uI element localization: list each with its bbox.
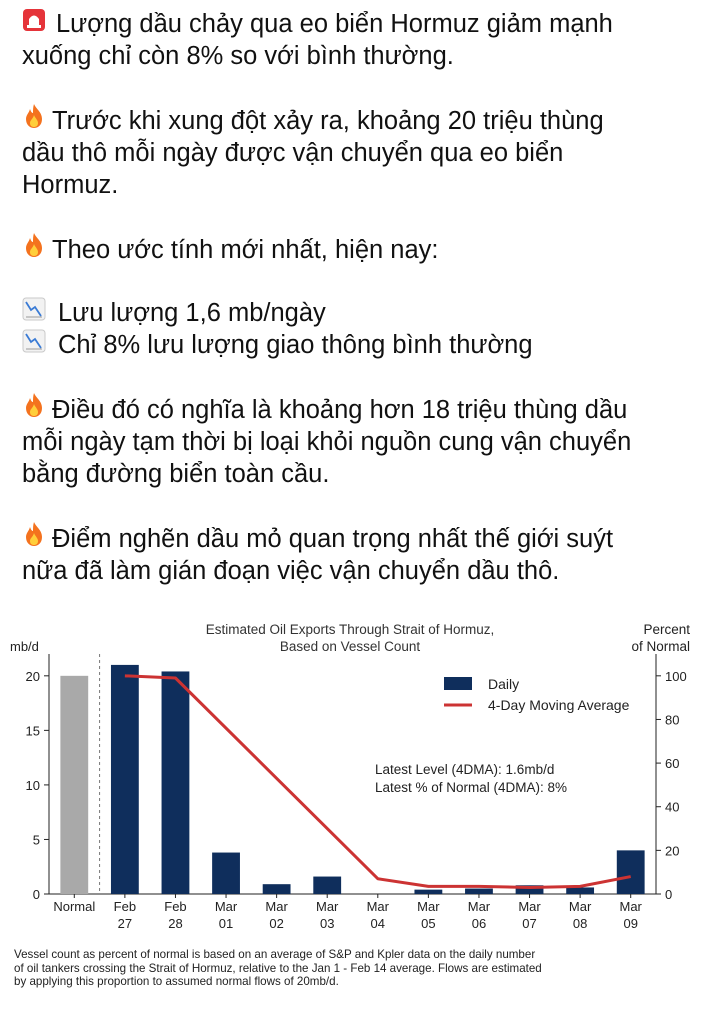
y-tick-label-left: 20: [25, 668, 40, 684]
fire-icon: [22, 232, 52, 266]
legend-daily: Daily: [488, 676, 520, 692]
x-tick-label-11-day: 09: [623, 916, 638, 931]
rotating-light-icon: [22, 8, 56, 40]
x-tick-label-5: Mar: [316, 899, 339, 914]
paragraph-1-line-2: dầu thô mỗi ngày được vận chuyển qua eo biển: [22, 139, 564, 167]
fire-icon: [22, 103, 52, 137]
annotation-latest-percent: Latest % of Normal (4DMA): 8%: [375, 780, 568, 795]
x-tick-label-9-day: 07: [522, 916, 537, 931]
paragraph-2: [22, 232, 702, 266]
y-tick-label-right: 0: [665, 887, 673, 902]
footnote-line-3: by applying this proportion to assumed normal flows of 20mb/d.: [14, 975, 339, 989]
bar-3: [212, 853, 240, 894]
y-tick-label-left: 15: [25, 723, 40, 739]
post-text: [22, 8, 702, 587]
paragraph-1-line-1: Trước khi xung đột xảy ra, khoảng 20 triệu thùng: [52, 107, 604, 135]
x-tick-label-9: Mar: [518, 899, 541, 914]
y-axis-left-label: mb/d: [10, 639, 39, 654]
headline: [22, 8, 702, 40]
headline-line-1: Lượng dầu chảy qua eo biển Hormuz giảm mạnh: [56, 10, 613, 38]
paragraph-2-line-1: Theo ước tính mới nhất, hiện nay:: [52, 236, 439, 264]
x-tick-label-10-day: 08: [572, 916, 588, 931]
y-tick-label-right: 20: [665, 843, 680, 859]
x-tick-label-11: Mar: [619, 899, 642, 914]
footnote-line-2: of oil tankers crossing the Strait of Hormuz, relative to the Jan 1 - Feb 14 average. Flows are estimated: [14, 961, 542, 975]
x-tick-label-0: Normal: [53, 899, 96, 914]
y-tick-label-right: 100: [665, 668, 687, 684]
y-tick-label-right: 60: [665, 756, 680, 772]
chart-decreasing-icon: [22, 329, 58, 361]
paragraph-3-line-2: mỗi ngày tạm thời bị loại khỏi nguồn cung vận chuyển: [22, 428, 632, 456]
chart-title-line-2: Based on Vessel Count: [279, 639, 421, 654]
headline-line-2: xuống chỉ còn 8% so với bình thường.: [22, 42, 454, 70]
x-tick-label-2: Feb: [164, 899, 187, 914]
paragraph-4: [22, 521, 702, 555]
bar-10: [566, 887, 594, 894]
paragraph-1: [22, 103, 702, 137]
fire-icon: [22, 392, 52, 426]
bullet-2-text: Chỉ 8% lưu lượng giao thông bình thường: [58, 331, 533, 359]
paragraph-3: [22, 392, 702, 426]
y-tick-label-left: 10: [25, 777, 40, 793]
y-tick-label-right: 40: [665, 799, 680, 815]
oil-exports-chart: [4, 604, 707, 1024]
x-tick-label-1-day: 27: [117, 916, 133, 931]
annotation-latest-level: Latest Level (4DMA): 1.6mb/d: [375, 762, 555, 777]
bullet-1: [22, 297, 702, 329]
x-tick-label-7-day: 05: [421, 916, 436, 931]
paragraph-4-line-1: Điểm nghẽn dầu mỏ quan trọng nhất thế giới suýt: [52, 525, 614, 553]
paragraph-4-line-2: nữa đã làm gián đoạn việc vận chuyển dầu thô.: [22, 557, 560, 585]
x-tick-label-1: Feb: [113, 899, 137, 914]
bar-8: [465, 889, 493, 894]
chart-svg: [4, 604, 707, 944]
y-tick-label-left: 0: [32, 887, 40, 902]
bar-11: [617, 850, 645, 894]
bar-0: [60, 676, 88, 894]
bullet-1-text: Lưu lượng 1,6 mb/ngày: [58, 299, 326, 327]
x-tick-label-8-day: 06: [471, 916, 487, 931]
x-tick-label-10: Mar: [568, 899, 592, 914]
x-tick-label-3: Mar: [214, 899, 238, 914]
chart-title-line-1: Estimated Oil Exports Through Strait of Hormuz,: [205, 622, 495, 637]
x-tick-label-5-day: 03: [319, 916, 335, 931]
bar-5: [313, 877, 341, 894]
bar-7: [414, 890, 442, 894]
paragraph-3-line-1: Điều đó có nghĩa là khoảng hơn 18 triệu thùng dầu: [52, 396, 628, 424]
chart-footnote: [14, 948, 704, 989]
chart-marks: [26, 654, 687, 931]
bar-2: [162, 671, 190, 894]
x-tick-label-6-day: 04: [370, 916, 386, 931]
y-tick-label-right: 80: [665, 712, 680, 728]
y-axis-right-label-line-2: of Normal: [631, 639, 690, 654]
y-tick-label-left: 5: [32, 832, 40, 848]
fire-icon: [22, 521, 52, 555]
footnote-line-1: Vessel count as percent of normal is based on an average of S&P and Kpler data on the daily number: [14, 948, 536, 961]
x-tick-label-6: Mar: [366, 899, 389, 914]
legend-swatch-daily: [444, 677, 472, 690]
x-tick-label-7: Mar: [417, 899, 440, 914]
chart-decreasing-icon: [22, 297, 58, 329]
bar-1: [111, 665, 139, 894]
legend-moving-average: 4-Day Moving Average: [488, 697, 630, 713]
x-tick-label-2-day: 28: [168, 916, 183, 931]
paragraph-3-line-3: bằng đường biển toàn cầu.: [22, 460, 330, 488]
bullet-2: [22, 329, 702, 361]
bar-4: [263, 884, 291, 894]
x-tick-label-3-day: 01: [218, 916, 234, 931]
x-tick-label-4-day: 02: [269, 916, 284, 931]
x-tick-label-4: Mar: [265, 899, 288, 914]
x-tick-label-8: Mar: [467, 899, 491, 914]
paragraph-1-line-3: Hormuz.: [22, 171, 119, 199]
y-axis-right-label-line-1: Percent: [643, 622, 690, 637]
